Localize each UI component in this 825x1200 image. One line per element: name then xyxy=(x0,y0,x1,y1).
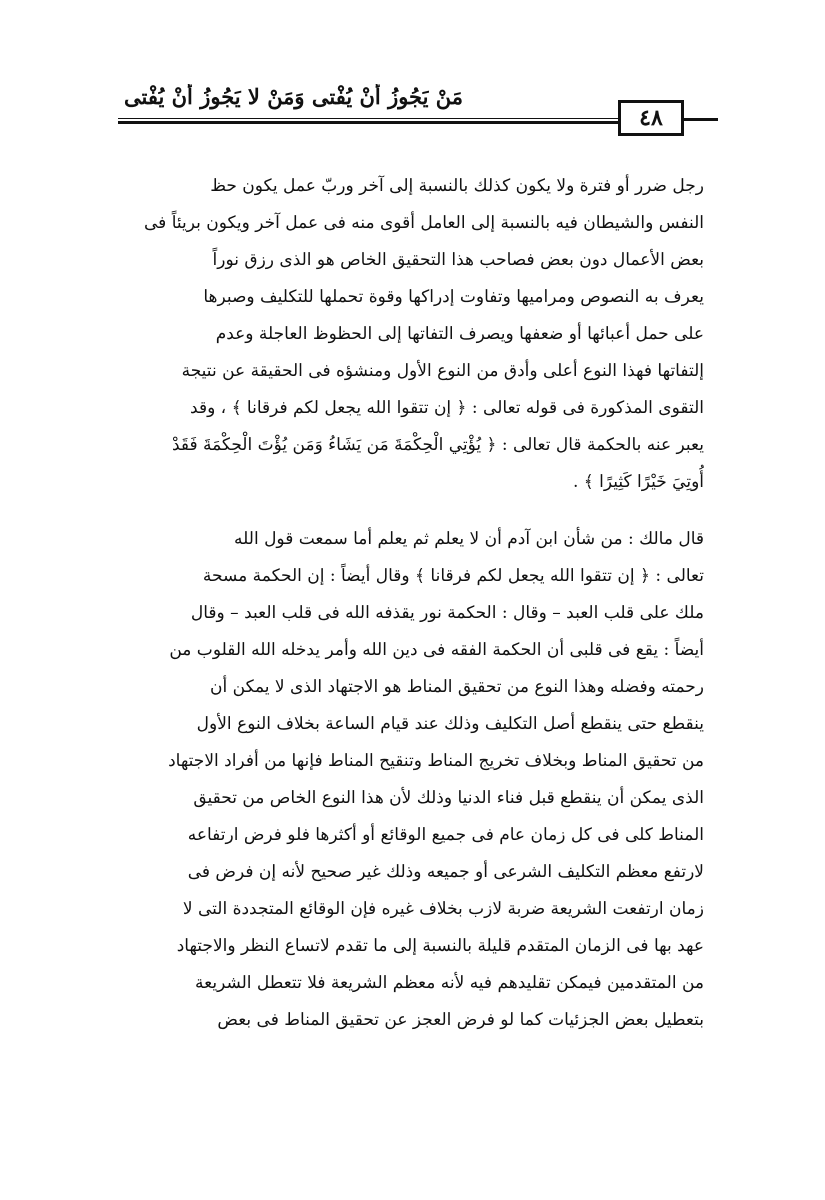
page-header xyxy=(118,78,718,138)
body-text xyxy=(128,168,704,1039)
text-line: لارتفع معظم التكليف الشرعى أو جميعه وذلك غير صحيح لأنه إن فرض فى xyxy=(187,862,704,882)
page-number-box xyxy=(618,100,684,136)
header-rule-left-thick xyxy=(118,121,618,124)
text-line: الذى يمكن أن ينقطع قبل فناء الدنيا وذلك لأن هذا النوع الخاص من تحقيق xyxy=(193,788,704,808)
text-line: ينقطع حتى ينقطع أصل التكليف وذلك عند قيام الساعة بخلاف النوع الأول xyxy=(196,714,704,734)
text-line: يعبر عنه بالحكمة قال تعالى : ﴿ يُؤْتِي الْحِكْمَةَ مَن يَشَاءُ وَمَن يُؤْتَ الْحِكْمَةَ فَقَدْ xyxy=(171,435,704,455)
text-line: النفس والشيطان فيه بالنسبة إلى العامل أقوى منه فى عمل آخر ويكون بريئاً فى xyxy=(144,213,704,233)
header-rule-left xyxy=(118,118,618,119)
text-line: زمان ارتفعت الشريعة ضربة لازب بخلاف غيره فإن الوقائع المتجددة التى لا xyxy=(182,899,704,919)
text-line: ملك على قلب العبد – وقال : الحكمة نور يقذفه الله فى قلب العبد – وقال xyxy=(190,603,704,623)
paragraph-1 xyxy=(128,168,704,501)
header-rule-right xyxy=(684,118,718,121)
text-line: إلتفاتها فهذا النوع أعلى وأدق من النوع الأول ومنشؤه فى الحقيقة عن نتيجة xyxy=(181,361,704,381)
page-number: ٤٨ xyxy=(639,105,663,131)
text-line: رجل ضرر أو فترة ولا يكون كذلك بالنسبة إلى آخر وربّ عمل يكون حظ xyxy=(210,176,704,196)
text-line: التقوى المذكورة فى قوله تعالى : ﴿ إن تتقوا الله يجعل لكم فرقانا ﴾ ، وقد xyxy=(190,398,704,418)
text-line: قال مالك : من شأن ابن آدم أن لا يعلم ثم يعلم أما سمعت قول الله xyxy=(234,529,704,549)
text-line: بعض الأعمال دون بعض فصاحب هذا التحقيق الخاص هو الذى رزق نوراً xyxy=(212,250,704,270)
text-line: عهد بها فى الزمان المتقدم قليلة بالنسبة إلى ما تقدم لاتساع النظر والاجتهاد xyxy=(176,936,704,956)
text-line: أُوتِيَ خَيْرًا كَثِيرًا ﴾ . xyxy=(572,472,704,492)
text-line: من تحقيق المناط وبخلاف تخريج المناط وتنقيح المناط فإنها من أفراد الاجتهاد xyxy=(168,751,704,771)
text-line: تعالى : ﴿ إن تتقوا الله يجعل لكم فرقانا ﴾ وقال أيضاً : إن الحكمة مسحة xyxy=(202,566,704,586)
text-line: يعرف به النصوص ومراميها وتفاوت إدراكها وقوة تحملها للتكليف وصبرها xyxy=(203,287,704,307)
text-line: من المتقدمين فيمكن تقليدهم فيه لأنه معظم الشريعة فلا تتعطل الشريعة xyxy=(195,973,704,993)
text-line: على حمل أعبائها أو ضعفها ويصرف التفاتها إلى الحظوظ العاجلة وعدم xyxy=(215,324,704,344)
running-header-title: مَنْ يَجُوزُ أَنْ يُفْتى وَمَنْ لا يَجُوزُ أَنْ يُفْتى xyxy=(124,84,463,109)
text-line: أيضاً : يقع فى قلبى أن الحكمة الفقه فى دين الله وأمر يدخله الله القلوب من xyxy=(169,640,704,660)
text-line: رحمته وفضله وهذا النوع من تحقيق المناط هو الاجتهاد الذى لا يمكن أن xyxy=(210,677,704,697)
paragraph-2 xyxy=(128,521,704,1039)
text-line: بتعطيل بعض الجزئيات كما لو فرض العجز عن تحقيق المناط فى بعض xyxy=(217,1010,704,1030)
text-line: المناط كلى فى كل زمان عام فى جميع الوقائع أو أكثرها فلو فرض ارتفاعه xyxy=(187,825,704,845)
